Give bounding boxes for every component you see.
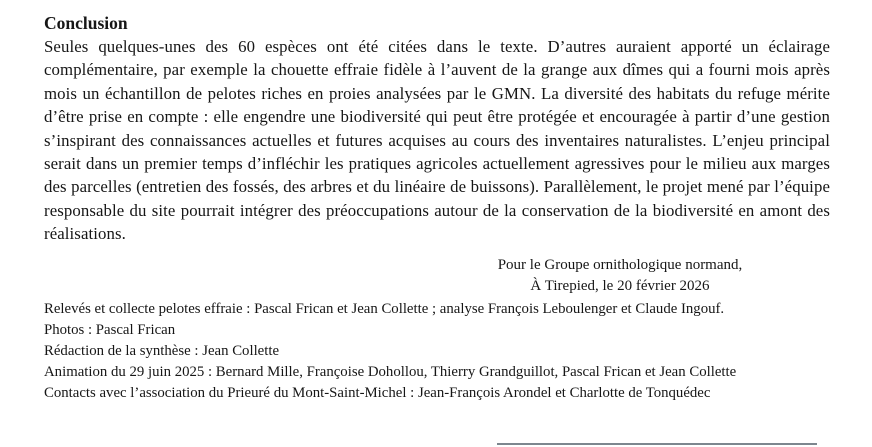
signature-place-date-line: À Tirepied, le 20 février 2026 bbox=[530, 278, 710, 295]
bottom-divider bbox=[497, 443, 817, 445]
conclusion-paragraph: Seules quelques-unes des 60 espèces ont été citées dans le texte. D’autres auraient apporté un éclairage complémentaire, par exemple la chouette effraie fidèle à l’auvent de la grange aux dîmes qui a fourni mois après mois un échantillon de pelotes riches en proies analysées par le GMN. La diversité des habitats du refuge mérite d’être prise en compte : elle engendre une biodiversité qui peut être protégée et encouragée à partir d’une gestion s’inspirant des connaissances actuelles et futures acquises au cours des inventaires naturalistes. L’enjeu principal serait dans un premier temps d’infléchir les pratiques agricoles actuellement agressives pour le milieu aux marges des parcelles (entretien des fossés, des arbres et du linéaire de buissons). Parallèlement, le projet mené par l’équipe responsable du site pourrait intégrer des préoccupations autour de la conservation de la biodiversité en amont des réalisations. bbox=[44, 37, 830, 244]
credit-line-animation: Animation du 29 juin 2025 : Bernard Mille, Françoise Dohollou, Thierry Grandguillot, Pascal Frican et Jean Collette bbox=[44, 363, 737, 380]
credit-line-photos: Photos : Pascal Frican bbox=[44, 321, 176, 338]
credit-line-redaction: Rédaction de la synthèse : Jean Collette bbox=[44, 342, 280, 359]
signature-block bbox=[410, 255, 830, 298]
conclusion-heading: Conclusion bbox=[44, 13, 128, 33]
credits-block bbox=[44, 299, 830, 404]
credit-line-releves: Relevés et collecte pelotes effraie : Pascal Frican et Jean Collette ; analyse François Leboulenger et Claude Ingouf. bbox=[44, 300, 725, 317]
signature-org-line: Pour le Groupe ornithologique normand, bbox=[497, 256, 743, 273]
credit-line-contacts: Contacts avec l’association du Prieuré du Mont-Saint-Michel : Jean-François Arondel et Charlotte de Tonquédec bbox=[44, 384, 711, 401]
